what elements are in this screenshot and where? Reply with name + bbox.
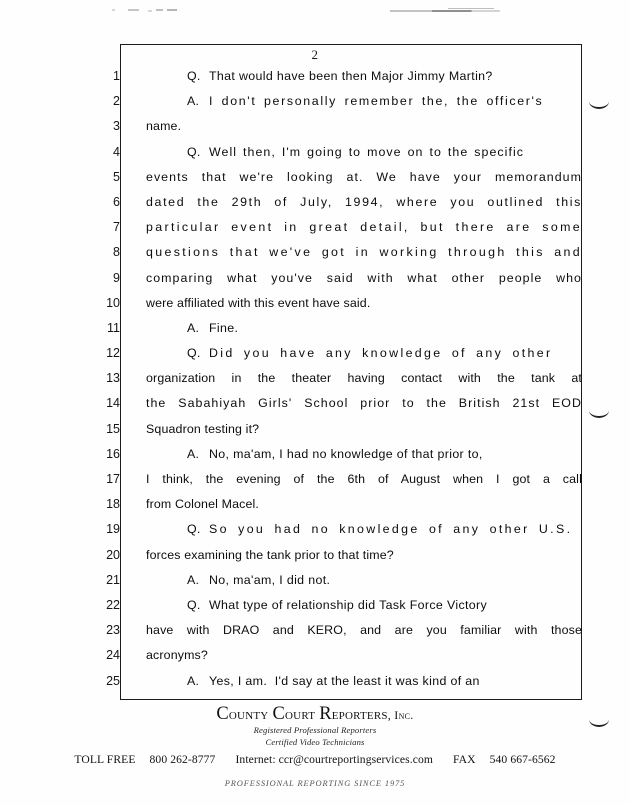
- line-text: [123, 91, 582, 111]
- speaker-label: A.: [187, 320, 200, 335]
- line-body: the Sabahiyah Girls' School prior to the British 21st EOD: [146, 396, 582, 411]
- speaker-label: A.: [187, 446, 200, 461]
- line-body: Well then, I'm going to move on to the specific: [209, 144, 524, 159]
- line-number: 21: [106, 572, 120, 587]
- company-word-court: ourt: [285, 706, 316, 723]
- line-number: 16: [106, 446, 120, 461]
- line-text: [123, 268, 582, 288]
- line-number: 11: [107, 320, 120, 335]
- line-body: forces examining the tank prior to that time?: [146, 547, 394, 562]
- line-text: [123, 595, 582, 615]
- line-body: particular event in great detail, but there are some: [146, 220, 582, 235]
- speaker-label: A.: [187, 572, 200, 587]
- page-number: 2: [311, 47, 319, 62]
- company-initial-c2: C: [272, 704, 286, 724]
- line-number: 3: [113, 119, 120, 134]
- line-number: 9: [113, 270, 120, 285]
- line-text: [123, 66, 582, 86]
- company-word-reporters: eporters: [331, 706, 388, 723]
- transcript-line: [96, 469, 582, 494]
- line-body: were affiliated with this event have said.: [146, 295, 371, 310]
- line-body: Yes, I am. I'd say at the least it was kind of an: [209, 673, 480, 688]
- line-body: Fine.: [209, 320, 239, 335]
- line-text: [123, 419, 582, 439]
- scan-artifact: [448, 8, 494, 9]
- speaker-label: Q.: [187, 597, 201, 612]
- scan-artifact: [156, 9, 163, 11]
- speaker-label: Q.: [187, 69, 201, 83]
- line-body: organization in the theater having contact with the tank at: [146, 371, 582, 386]
- transcript-line: [96, 620, 582, 645]
- line-body: Did you have any knowledge of any other: [209, 346, 553, 361]
- line-body: dated the 29th of July, 1994, where you outlined this: [146, 194, 582, 209]
- company-initial-c1: C: [216, 704, 229, 724]
- line-text: [123, 620, 582, 640]
- line-text: [123, 494, 582, 514]
- line-number: 12: [106, 346, 120, 361]
- transcript-line: [96, 494, 582, 519]
- scan-artifact: [148, 10, 152, 12]
- line-number: 13: [106, 371, 120, 386]
- line-number: 17: [106, 472, 120, 486]
- line-body: comparing what you've said with what other people who: [146, 270, 582, 285]
- line-text: [123, 192, 582, 212]
- scan-curve-mark: [589, 409, 609, 418]
- line-number: 24: [106, 648, 120, 663]
- line-number: 18: [106, 497, 120, 512]
- footer-subtitle-certified: Certified Video Technicians: [265, 736, 365, 747]
- line-body: name.: [146, 119, 182, 134]
- reporting-company-name: [0, 704, 630, 725]
- line-text: [123, 444, 582, 464]
- scan-artifact: [167, 9, 177, 11]
- footer-contact-line: [0, 753, 630, 766]
- transcript-line: [96, 91, 582, 116]
- scan-curve-mark: [589, 100, 609, 109]
- toll-free-number: 800 262-8777: [149, 753, 216, 766]
- line-body: Squadron testing it?: [146, 421, 260, 436]
- line-body: acronyms?: [146, 648, 208, 663]
- fax-number: 540 667-6562: [489, 753, 556, 766]
- line-number: 23: [106, 623, 120, 638]
- transcript-line: [96, 217, 582, 242]
- transcript-line: [96, 419, 582, 444]
- company-word-county: ounty: [228, 706, 269, 723]
- transcript-line: [96, 318, 582, 343]
- line-text: [123, 393, 582, 413]
- transcript-body: [96, 66, 582, 696]
- line-text: [123, 167, 582, 187]
- transcript-line: [96, 671, 582, 696]
- scan-artifact: [112, 9, 115, 11]
- email-address[interactable]: ccr@courtreportingservices.com: [278, 753, 433, 766]
- speaker-label: Q.: [187, 346, 201, 361]
- scan-artifact: [128, 9, 139, 11]
- speaker-label: Q.: [187, 522, 201, 537]
- line-body: No, ma'am, I did not.: [209, 572, 331, 587]
- footer-tagline: PROFESSIONAL REPORTING SINCE 1975: [224, 779, 406, 788]
- line-body: I think, the evening of the 6th of August when I got a call: [146, 472, 582, 486]
- line-body: have with DRAO and KERO, and are you familiar with those: [146, 623, 582, 638]
- line-number: 19: [106, 522, 120, 537]
- transcript-line: [96, 167, 582, 192]
- transcript-line: [96, 242, 582, 267]
- transcript-line: [96, 192, 582, 217]
- line-number: 14: [106, 396, 120, 411]
- line-body: questions that we've got in working through this and: [146, 245, 582, 260]
- line-text: [123, 368, 582, 388]
- line-text: [123, 343, 582, 363]
- line-number: 15: [106, 421, 120, 436]
- line-text: [123, 570, 582, 590]
- line-number: 4: [113, 144, 120, 159]
- line-body: events that we're looking at. We have your memorandum: [146, 169, 582, 184]
- footer-subtitle-registered: Registered Professional Reporters: [253, 725, 377, 735]
- line-body: from Colonel Macel.: [146, 497, 260, 512]
- speaker-label: A.: [187, 673, 200, 688]
- line-number: 6: [113, 194, 120, 209]
- transcript-line: [96, 545, 582, 570]
- page-footer: [0, 704, 630, 766]
- speaker-label: Q.: [187, 144, 201, 159]
- company-initial-r: R: [319, 704, 332, 724]
- line-body: I don't personally remember the, the officer's: [209, 94, 544, 109]
- transcript-line: [96, 595, 582, 620]
- transcript-line: [96, 444, 582, 469]
- transcript-line: [96, 645, 582, 670]
- transcript-line: [96, 293, 582, 318]
- line-body: No, ma'am, I had no knowledge of that prior to,: [209, 446, 483, 461]
- transcript-line: [96, 570, 582, 595]
- line-number: 7: [113, 220, 120, 235]
- company-suffix-inc: , Inc.: [387, 708, 414, 722]
- transcript-line: [96, 142, 582, 167]
- line-text: [123, 293, 582, 313]
- line-body: So you had no knowledge of any other U.S.: [209, 522, 573, 537]
- toll-free-label: TOLL FREE: [74, 753, 136, 766]
- line-body: That would have been then Major Jimmy Martin?: [209, 69, 493, 83]
- transcript-line: [96, 519, 582, 544]
- line-text: [123, 318, 582, 338]
- transcript-line: [96, 268, 582, 293]
- speaker-label: A.: [187, 94, 200, 109]
- line-text: [123, 469, 582, 489]
- line-text: [123, 645, 582, 665]
- scan-artifact: [390, 10, 500, 12]
- transcript-line: [96, 343, 582, 368]
- line-text: [123, 545, 582, 565]
- internet-label: Internet:: [235, 753, 276, 766]
- line-text: [123, 519, 582, 539]
- line-text: [123, 671, 582, 691]
- line-text: [123, 217, 582, 237]
- line-text: [123, 142, 582, 162]
- line-text: [123, 242, 582, 262]
- line-number: 1: [113, 69, 120, 83]
- transcript-line: [96, 368, 582, 393]
- line-number: 5: [113, 169, 120, 184]
- transcript-line: [96, 393, 582, 418]
- line-number: 25: [106, 673, 120, 688]
- fax-label: FAX: [453, 753, 476, 766]
- line-number: 8: [113, 245, 120, 260]
- line-number: 22: [106, 597, 120, 612]
- line-text: [123, 116, 582, 136]
- line-body: What type of relationship did Task Force Victory: [209, 597, 488, 612]
- line-number: 10: [106, 295, 120, 310]
- transcript-line: [96, 66, 582, 91]
- line-number: 20: [106, 547, 120, 562]
- transcript-line: [96, 116, 582, 141]
- line-number: 2: [113, 94, 120, 109]
